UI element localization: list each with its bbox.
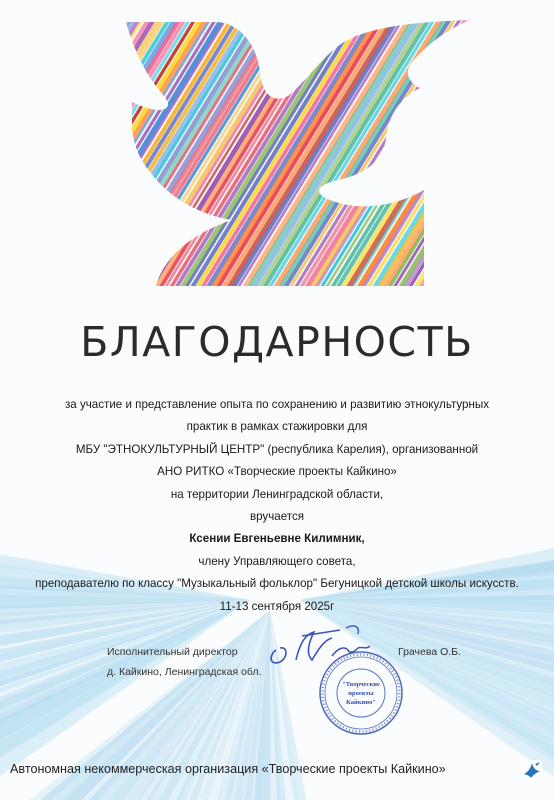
- footer-organization: Автономная некоммерческая организация «Творческие проекты Кайкино»: [10, 762, 446, 776]
- body-line: практик в рамках стажировки для: [186, 420, 368, 434]
- dove-stripe: [437, 0, 554, 290]
- dove-stripe: [0, 0, 91, 290]
- organization-stamp: [317, 649, 405, 737]
- body-line: вручается: [249, 510, 305, 524]
- dove-stripe: [0, 0, 136, 290]
- dove-stripe: [0, 0, 112, 290]
- body-line: МБУ "ЭТНОКУЛЬТУРНЫЙ ЦЕНТР" (республика Карелия), организованной: [75, 442, 479, 456]
- dove-stripe: [0, 0, 150, 290]
- dove-stripe: [530, 0, 554, 290]
- dove-stripe: [458, 0, 554, 290]
- certificate-body: [16, 394, 538, 618]
- certificate-title: БЛАГОДАРНОСТЬ: [80, 318, 474, 366]
- dove-stripe: [546, 0, 554, 290]
- signer-position: Исполнительный директор: [107, 646, 238, 658]
- dove-stripe: [0, 0, 95, 290]
- dove-stripe: [452, 0, 554, 290]
- dove-stripe: [0, 0, 122, 290]
- dove-stripe: [536, 0, 554, 290]
- bird-logo-icon: [522, 760, 542, 780]
- body-line: АНО РИТКО «Творческие проекты Кайкино»: [157, 465, 397, 479]
- dove-stripe: [468, 0, 554, 290]
- signer-place: д. Кайкино, Ленинградская обл.: [107, 666, 262, 678]
- dove-stripe: [478, 0, 554, 290]
- dove-stripe: [416, 0, 554, 290]
- dove-stripe: [411, 0, 554, 290]
- dove-stripe: [421, 0, 554, 290]
- stamp-text-2: проекты: [348, 690, 374, 697]
- dove-stripe: [426, 0, 554, 290]
- dove-stripe: [432, 0, 554, 290]
- dove-stripe: [484, 0, 554, 290]
- recipient-name: Ксении Евгеньевне Килимник,: [189, 532, 365, 546]
- dove-stripes: [0, 0, 554, 290]
- body-line: преподавателю по классу "Музыкальный фольклор" Бегуницкой детской школы искусств.: [35, 577, 519, 591]
- dove-stripe: [442, 0, 554, 290]
- dove-stripe: [510, 0, 554, 290]
- dove-stripe: [541, 0, 554, 290]
- dove-stripe: [0, 0, 153, 290]
- dove-stripe: [504, 0, 554, 290]
- dove-stripe: [0, 0, 131, 290]
- dove-stripe: [525, 0, 554, 290]
- stamp-text-1: "Творческие: [342, 681, 380, 688]
- dove-stripe: [0, 0, 100, 290]
- event-dates: 11-13 сентября 2025г: [219, 599, 335, 613]
- dove-stripe: [515, 0, 554, 290]
- dove-stripe: [463, 0, 554, 290]
- dove-stripe: [0, 0, 126, 290]
- dove-stripe: [489, 0, 554, 290]
- signer-name: Грачева О.Б.: [398, 646, 461, 658]
- body-line: за участие и представление опыта по сохранению и развитию этнокультурных: [64, 398, 490, 411]
- dove-stripe: [520, 0, 554, 290]
- body-line: члену Управляющего совета,: [198, 554, 356, 568]
- dove-stripe: [499, 0, 554, 290]
- dove-stripe: [473, 0, 554, 290]
- dove-stripe: [0, 0, 116, 290]
- dove-stripe: [0, 0, 106, 290]
- stamp-text-3: Кайкино": [346, 699, 376, 706]
- dove-icon: [0, 0, 554, 290]
- dove-stripe: [447, 0, 554, 290]
- dove-stripe: [494, 0, 554, 290]
- dove-stripe: [0, 0, 143, 290]
- body-line: на территории Ленинградской области,: [170, 487, 384, 501]
